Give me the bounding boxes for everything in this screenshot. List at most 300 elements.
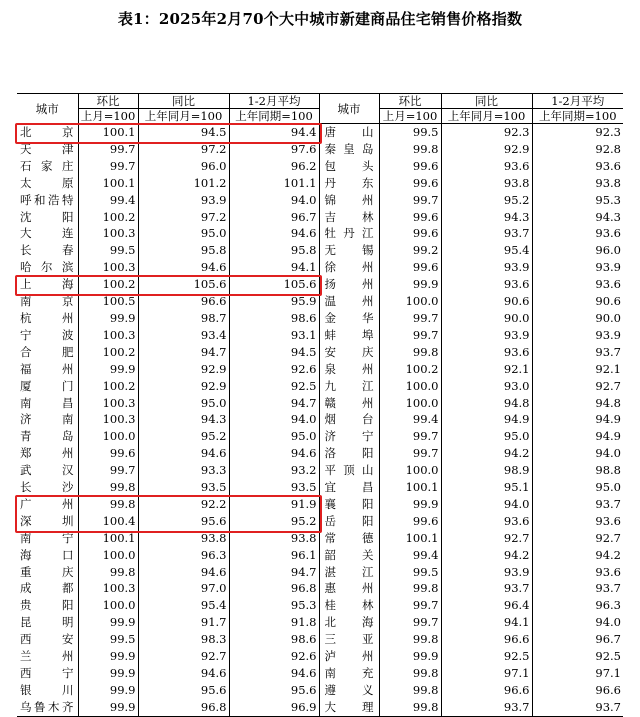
yoy-value: 94.2 xyxy=(441,445,532,462)
header-avg-sub: 上年同期=100 xyxy=(229,109,319,124)
yoy-value: 93.6 xyxy=(441,513,532,530)
mom-value: 99.9 xyxy=(379,496,441,513)
yoy-value: 94.8 xyxy=(441,395,532,412)
mom-value: 99.9 xyxy=(78,361,138,378)
avg-value: 94.9 xyxy=(595,429,621,444)
mom-value: 99.8 xyxy=(379,141,441,158)
yoy-value: 96.6 xyxy=(138,293,229,310)
mom-value: 100.3 xyxy=(78,327,138,344)
yoy-value: 96.3 xyxy=(138,547,229,564)
header-yoy-right: 同比 xyxy=(441,94,532,109)
city-name: 济 南 xyxy=(17,411,78,428)
city-name: 桂 林 xyxy=(319,597,379,614)
mom-value: 100.0 xyxy=(379,395,441,412)
yoy-value: 97.2 xyxy=(138,209,229,226)
yoy-value: 93.5 xyxy=(138,479,229,496)
avg-value: 97.1 xyxy=(595,666,621,680)
city-name: 扬 州 xyxy=(319,276,379,293)
avg-value: 93.9 xyxy=(595,260,621,275)
yoy-value: 101.2 xyxy=(138,175,229,192)
mom-value: 100.3 xyxy=(78,580,138,597)
table-row xyxy=(17,479,623,496)
avg-value: 92.5 xyxy=(290,378,317,393)
table-row xyxy=(17,124,623,141)
city-name: 长 春 xyxy=(17,242,78,259)
city-name: 昆 明 xyxy=(17,614,78,631)
yoy-value: 93.9 xyxy=(441,564,532,581)
yoy-value: 92.9 xyxy=(138,378,229,395)
yoy-value: 93.8 xyxy=(138,530,229,547)
yoy-value: 94.6 xyxy=(138,665,229,682)
avg-value: 93.8 xyxy=(595,175,621,190)
avg-value: 91.9 xyxy=(290,496,317,511)
city-name: 杭 州 xyxy=(17,310,78,327)
avg-value: 96.1 xyxy=(290,547,317,562)
avg-value: 93.6 xyxy=(595,226,621,241)
city-name: 蚌 埠 xyxy=(319,327,379,344)
yoy-value: 98.9 xyxy=(441,462,532,479)
city-name: 呼和浩特 xyxy=(17,192,78,209)
avg-value: 92.5 xyxy=(595,649,621,664)
table-row xyxy=(17,310,623,327)
avg-value: 93.8 xyxy=(290,530,317,545)
city-name: 南 京 xyxy=(17,293,78,310)
yoy-value: 92.9 xyxy=(441,141,532,158)
avg-value: 98.6 xyxy=(290,310,317,325)
mom-value: 99.7 xyxy=(78,158,138,175)
table-row xyxy=(17,141,623,158)
avg-value: 94.5 xyxy=(290,344,317,359)
mom-value: 100.2 xyxy=(78,209,138,226)
city-name: 唐 山 xyxy=(319,124,379,141)
yoy-value: 95.0 xyxy=(138,395,229,412)
city-name: 秦皇岛 xyxy=(319,141,379,158)
avg-value: 91.8 xyxy=(290,615,317,630)
yoy-value: 91.7 xyxy=(138,614,229,631)
avg-value: 98.6 xyxy=(290,632,317,647)
yoy-value: 92.5 xyxy=(441,648,532,665)
header-city-right: 城市 xyxy=(319,94,379,124)
city-name: 丹 东 xyxy=(319,175,379,192)
avg-value: 93.5 xyxy=(290,480,317,495)
avg-value: 93.9 xyxy=(595,327,621,342)
yoy-value: 95.4 xyxy=(138,597,229,614)
avg-value: 95.6 xyxy=(290,682,317,697)
mom-value: 99.6 xyxy=(379,158,441,175)
avg-value: 96.2 xyxy=(290,158,317,173)
avg-value: 96.3 xyxy=(595,598,621,613)
table-row xyxy=(17,665,623,682)
avg-value: 93.7 xyxy=(595,496,621,511)
mom-value: 100.0 xyxy=(379,378,441,395)
mom-value: 100.3 xyxy=(78,225,138,242)
table-row xyxy=(17,158,623,175)
yoy-value: 95.0 xyxy=(441,428,532,445)
mom-value: 99.7 xyxy=(78,462,138,479)
yoy-value: 90.0 xyxy=(441,310,532,327)
yoy-value: 97.1 xyxy=(441,665,532,682)
mom-value: 100.2 xyxy=(78,276,138,293)
mom-value: 99.8 xyxy=(78,479,138,496)
yoy-value: 94.3 xyxy=(441,209,532,226)
mom-value: 100.5 xyxy=(78,293,138,310)
city-name: 贵 阳 xyxy=(17,597,78,614)
mom-value: 99.9 xyxy=(78,699,138,716)
table-row xyxy=(17,614,623,631)
city-name: 徐 州 xyxy=(319,259,379,276)
city-name: 牡丹江 xyxy=(319,225,379,242)
city-name: 平顶山 xyxy=(319,462,379,479)
yoy-value: 94.6 xyxy=(138,564,229,581)
avg-value: 93.1 xyxy=(290,327,317,342)
yoy-value: 93.0 xyxy=(441,378,532,395)
header-mom-sub-right: 上月=100 xyxy=(379,109,441,124)
mom-value: 99.7 xyxy=(379,597,441,614)
mom-value: 99.8 xyxy=(379,682,441,699)
mom-value: 99.6 xyxy=(78,445,138,462)
header-mom: 环比 xyxy=(78,94,138,109)
avg-value: 92.7 xyxy=(595,530,621,545)
mom-value: 99.7 xyxy=(379,614,441,631)
yoy-value: 93.4 xyxy=(138,327,229,344)
city-name: 岳 阳 xyxy=(319,513,379,530)
avg-value: 96.8 xyxy=(290,581,317,596)
avg-value: 94.6 xyxy=(290,226,317,241)
avg-value: 96.0 xyxy=(595,243,621,258)
avg-value: 94.7 xyxy=(290,395,317,410)
table-row xyxy=(17,547,623,564)
yoy-value: 94.3 xyxy=(138,411,229,428)
avg-value: 98.8 xyxy=(595,463,621,478)
yoy-value: 93.6 xyxy=(441,158,532,175)
city-name: 三 亚 xyxy=(319,631,379,648)
avg-value: 92.6 xyxy=(290,649,317,664)
city-name: 大 连 xyxy=(17,225,78,242)
avg-value: 93.7 xyxy=(595,344,621,359)
city-name: 兰 州 xyxy=(17,648,78,665)
table-row xyxy=(17,682,623,699)
yoy-value: 105.6 xyxy=(138,276,229,293)
mom-value: 99.7 xyxy=(379,428,441,445)
mom-value: 99.6 xyxy=(379,225,441,242)
avg-value: 94.0 xyxy=(290,412,317,427)
yoy-value: 93.9 xyxy=(441,259,532,276)
city-name: 乌鲁木齐 xyxy=(17,699,78,716)
mom-value: 99.5 xyxy=(78,631,138,648)
mom-value: 99.9 xyxy=(78,310,138,327)
mom-value: 100.1 xyxy=(78,530,138,547)
yoy-value: 98.3 xyxy=(138,631,229,648)
city-name: 广 州 xyxy=(17,496,78,513)
table-row xyxy=(17,259,623,276)
avg-value: 95.3 xyxy=(290,598,317,613)
city-name: 太 原 xyxy=(17,175,78,192)
yoy-value: 93.9 xyxy=(138,192,229,209)
yoy-value: 95.2 xyxy=(138,428,229,445)
table-row xyxy=(17,411,623,428)
city-name: 上 海 xyxy=(17,276,78,293)
city-name: 南 昌 xyxy=(17,395,78,412)
avg-value: 92.3 xyxy=(595,125,621,139)
avg-value: 95.3 xyxy=(595,192,621,207)
yoy-value: 93.3 xyxy=(138,462,229,479)
mom-value: 99.4 xyxy=(379,411,441,428)
yoy-value: 94.6 xyxy=(138,259,229,276)
mom-value: 100.0 xyxy=(78,597,138,614)
yoy-value: 96.0 xyxy=(138,158,229,175)
mom-value: 99.6 xyxy=(379,209,441,226)
avg-value: 93.6 xyxy=(595,513,621,528)
city-name: 成 都 xyxy=(17,580,78,597)
avg-value: 94.0 xyxy=(290,192,317,207)
avg-value: 92.8 xyxy=(595,141,621,156)
table-row xyxy=(17,428,623,445)
yoy-value: 92.7 xyxy=(441,530,532,547)
mom-value: 99.7 xyxy=(379,327,441,344)
avg-value: 95.9 xyxy=(290,294,317,309)
yoy-value: 95.6 xyxy=(138,513,229,530)
table-row xyxy=(17,564,623,581)
table-row xyxy=(17,631,623,648)
city-name: 济 宁 xyxy=(319,428,379,445)
yoy-value: 97.2 xyxy=(138,141,229,158)
city-name: 烟 台 xyxy=(319,411,379,428)
mom-value: 99.6 xyxy=(379,175,441,192)
city-name: 石家庄 xyxy=(17,158,78,175)
table-row xyxy=(17,361,623,378)
city-name: 南 宁 xyxy=(17,530,78,547)
yoy-value: 95.1 xyxy=(441,479,532,496)
table-row xyxy=(17,225,623,242)
mom-value: 99.7 xyxy=(78,141,138,158)
yoy-value: 93.7 xyxy=(441,580,532,597)
yoy-value: 92.7 xyxy=(138,648,229,665)
yoy-value: 98.7 xyxy=(138,310,229,327)
avg-value: 94.9 xyxy=(595,412,621,427)
city-name: 深 圳 xyxy=(17,513,78,530)
avg-value: 94.2 xyxy=(595,547,621,562)
city-name: 惠 州 xyxy=(319,580,379,597)
city-name: 大 理 xyxy=(319,699,379,716)
city-name: 赣 州 xyxy=(319,395,379,412)
mom-value: 100.0 xyxy=(78,547,138,564)
table-row xyxy=(17,530,623,547)
header-mom-sub: 上月=100 xyxy=(78,109,138,124)
header-yoy-sub: 上年同月=100 xyxy=(138,109,229,124)
table-row xyxy=(17,293,623,310)
mom-value: 100.1 xyxy=(78,124,138,141)
city-name: 九 江 xyxy=(319,378,379,395)
city-name: 厦 门 xyxy=(17,378,78,395)
table-row xyxy=(17,192,623,209)
city-name: 沈 阳 xyxy=(17,209,78,226)
avg-value: 94.0 xyxy=(595,615,621,630)
city-name: 包 头 xyxy=(319,158,379,175)
header-city: 城市 xyxy=(17,94,78,124)
mom-value: 100.1 xyxy=(379,530,441,547)
city-name: 吉 林 xyxy=(319,209,379,226)
mom-value: 99.7 xyxy=(379,310,441,327)
mom-value: 99.9 xyxy=(78,648,138,665)
city-name: 福 州 xyxy=(17,361,78,378)
city-name: 湛 江 xyxy=(319,564,379,581)
table-row xyxy=(17,597,623,614)
avg-value: 92.1 xyxy=(595,361,621,376)
table-row xyxy=(17,513,623,530)
header-yoy-sub-right: 上年同月=100 xyxy=(441,109,532,124)
mom-value: 100.2 xyxy=(78,344,138,361)
mom-value: 99.9 xyxy=(78,614,138,631)
mom-value: 100.0 xyxy=(78,428,138,445)
mom-value: 99.8 xyxy=(379,699,441,716)
table-row xyxy=(17,327,623,344)
mom-value: 99.5 xyxy=(379,124,441,141)
mom-value: 99.9 xyxy=(78,665,138,682)
yoy-value: 92.3 xyxy=(441,124,532,141)
city-name: 襄 阳 xyxy=(319,496,379,513)
mom-value: 99.7 xyxy=(379,445,441,462)
city-name: 天 津 xyxy=(17,141,78,158)
table-title: 表1：2025年2月70个大中城市新建商品住宅销售价格指数 xyxy=(117,10,523,28)
avg-value: 95.2 xyxy=(290,513,317,528)
mom-value: 99.9 xyxy=(379,648,441,665)
city-name: 海 口 xyxy=(17,547,78,564)
city-name: 合 肥 xyxy=(17,344,78,361)
avg-value: 94.6 xyxy=(290,446,317,461)
city-name: 北 京 xyxy=(17,124,78,141)
yoy-value: 95.2 xyxy=(441,192,532,209)
avg-value: 94.8 xyxy=(595,395,621,410)
yoy-value: 95.0 xyxy=(138,225,229,242)
mom-value: 99.5 xyxy=(78,242,138,259)
city-name: 韶 关 xyxy=(319,547,379,564)
yoy-value: 94.7 xyxy=(138,344,229,361)
city-name: 温 州 xyxy=(319,293,379,310)
mom-value: 99.8 xyxy=(379,344,441,361)
mom-value: 99.8 xyxy=(78,496,138,513)
table-row xyxy=(17,209,623,226)
city-name: 北 海 xyxy=(319,614,379,631)
city-name: 宁 波 xyxy=(17,327,78,344)
table-row xyxy=(17,496,623,513)
yoy-value: 92.9 xyxy=(138,361,229,378)
yoy-value: 93.6 xyxy=(441,344,532,361)
table-row xyxy=(17,344,623,361)
price-index-table xyxy=(17,93,623,717)
yoy-value: 92.1 xyxy=(441,361,532,378)
mom-value: 99.6 xyxy=(379,259,441,276)
yoy-value: 97.0 xyxy=(138,580,229,597)
city-name: 无 锡 xyxy=(319,242,379,259)
city-name: 武 汉 xyxy=(17,462,78,479)
avg-value: 96.9 xyxy=(290,699,317,714)
avg-value: 93.7 xyxy=(595,581,621,596)
mom-value: 99.5 xyxy=(379,564,441,581)
avg-value: 93.6 xyxy=(595,158,621,173)
avg-value: 96.7 xyxy=(595,632,621,647)
yoy-value: 94.0 xyxy=(441,496,532,513)
yoy-value: 93.7 xyxy=(441,699,532,716)
mom-value: 99.8 xyxy=(78,564,138,581)
mom-value: 100.3 xyxy=(78,411,138,428)
mom-value: 99.2 xyxy=(379,242,441,259)
yoy-value: 94.5 xyxy=(138,124,229,141)
yoy-value: 95.6 xyxy=(138,682,229,699)
city-name: 安 庆 xyxy=(319,344,379,361)
avg-value: 101.1 xyxy=(283,175,317,190)
mom-value: 100.2 xyxy=(78,378,138,395)
yoy-value: 96.8 xyxy=(138,699,229,716)
city-name: 西 宁 xyxy=(17,665,78,682)
yoy-value: 94.9 xyxy=(441,411,532,428)
header-avg-sub-right: 上年同期=100 xyxy=(532,109,623,124)
table-row xyxy=(17,175,623,192)
yoy-value: 93.9 xyxy=(441,327,532,344)
city-name: 长 沙 xyxy=(17,479,78,496)
avg-value: 90.6 xyxy=(595,294,621,309)
header-avg-right: 1-2月平均 xyxy=(532,94,623,109)
yoy-value: 93.6 xyxy=(441,276,532,293)
avg-value: 90.0 xyxy=(595,310,621,325)
avg-value: 105.6 xyxy=(283,277,317,292)
avg-value: 93.6 xyxy=(595,277,621,292)
mom-value: 99.4 xyxy=(379,547,441,564)
avg-value: 93.6 xyxy=(595,564,621,579)
table-row xyxy=(17,580,623,597)
city-name: 哈尔滨 xyxy=(17,259,78,276)
avg-value: 94.6 xyxy=(290,666,317,680)
yoy-value: 94.1 xyxy=(441,614,532,631)
city-name: 郑 州 xyxy=(17,445,78,462)
avg-value: 94.7 xyxy=(290,564,317,579)
avg-value: 94.1 xyxy=(290,260,317,275)
city-name: 锦 州 xyxy=(319,192,379,209)
city-name: 常 德 xyxy=(319,530,379,547)
avg-value: 93.7 xyxy=(595,699,621,714)
table-row xyxy=(17,648,623,665)
avg-value: 93.2 xyxy=(290,463,317,478)
avg-value: 94.3 xyxy=(595,209,621,224)
city-name: 西 安 xyxy=(17,631,78,648)
mom-value: 99.6 xyxy=(379,513,441,530)
city-name: 青 岛 xyxy=(17,428,78,445)
avg-value: 94.4 xyxy=(290,125,317,139)
yoy-value: 96.6 xyxy=(441,631,532,648)
avg-value: 95.0 xyxy=(595,480,621,495)
mom-value: 100.1 xyxy=(78,175,138,192)
yoy-value: 96.4 xyxy=(441,597,532,614)
city-name: 南 充 xyxy=(319,665,379,682)
city-name: 宜 昌 xyxy=(319,479,379,496)
mom-value: 100.2 xyxy=(379,361,441,378)
table-row xyxy=(17,276,623,293)
mom-value: 99.4 xyxy=(78,192,138,209)
yoy-value: 93.7 xyxy=(441,225,532,242)
table-row xyxy=(17,242,623,259)
mom-value: 100.3 xyxy=(78,259,138,276)
mom-value: 100.4 xyxy=(78,513,138,530)
mom-value: 100.0 xyxy=(379,462,441,479)
city-name: 泸 州 xyxy=(319,648,379,665)
header-mom-right: 环比 xyxy=(379,94,441,109)
mom-value: 99.9 xyxy=(78,682,138,699)
mom-value: 100.1 xyxy=(379,479,441,496)
avg-value: 92.6 xyxy=(290,361,317,376)
table-row xyxy=(17,395,623,412)
mom-value: 99.7 xyxy=(379,192,441,209)
mom-value: 100.3 xyxy=(78,395,138,412)
mom-value: 99.9 xyxy=(379,276,441,293)
